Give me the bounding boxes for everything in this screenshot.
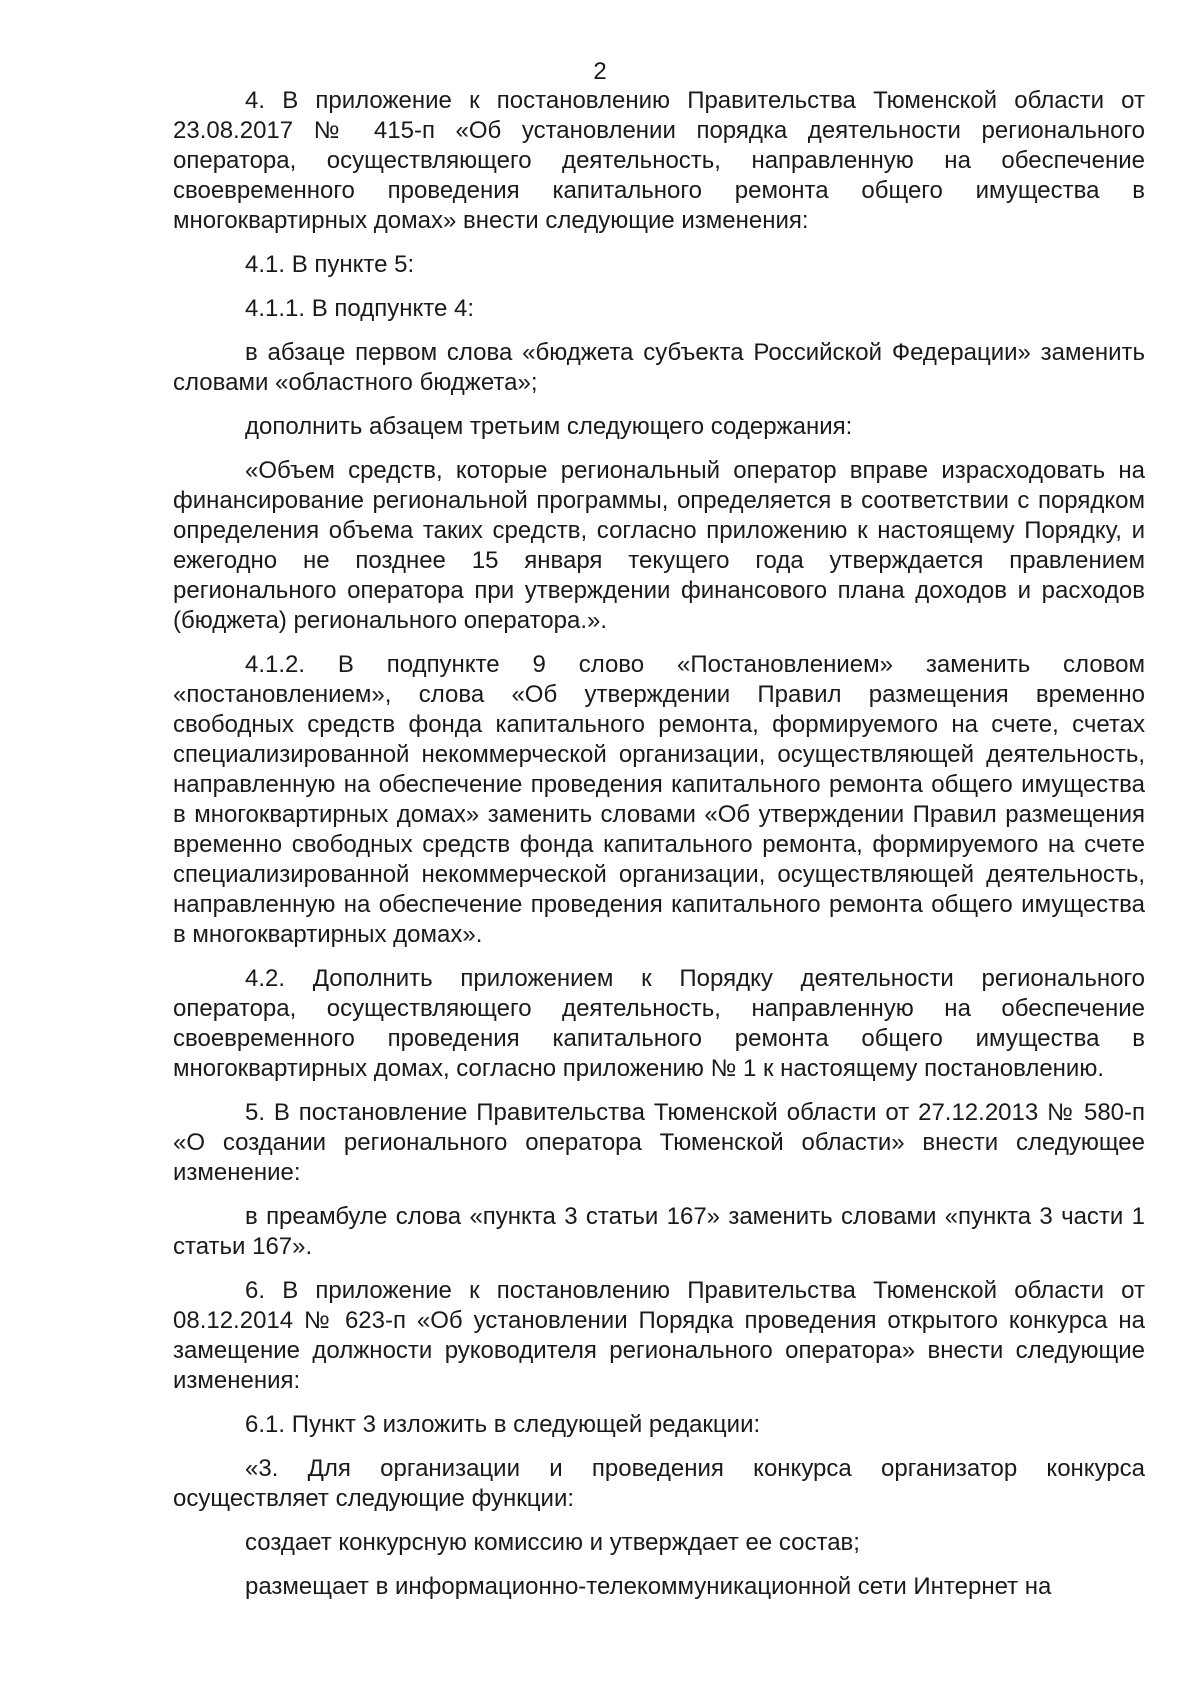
paragraph-quoted-item-3: «3. Для организации и проведения конкурса организатор конкурса осуществляет следующие функции:	[173, 1455, 1145, 1512]
paragraph-quoted-funding-text: «Объем средств, которые региональный оператор вправе израсходовать на финансирование региональной программы, определяется в соответствии с порядком определения объема таких средств, согласно приложению к настоящему Порядку, и ежегодно не позднее 15 января текущего года утверждается правлением регионального оператора при утверждении финансового плана доходов и расходов (бюджета) регионального оператора.».	[173, 457, 1145, 634]
paragraph-item-4-1-2: 4.1.2. В подпункте 9 слово «Постановлением» заменить словом «постановлением», слова «Об утверждении Правил размещения временно свободных средств фонда капитального ремонта, формируемого на счете, счетах специализированной некоммерческой организации, осуществляющей деятельность, направленную на обеспечение проведения капитального ремонта общего имущества в многоквартирных домах» заменить словами «Об утверждении Правил размещения временно свободных средств фонда капитального ремонта, формируемого на счете специализированной некоммерческой организации, осуществляющей деятельность, направленную на обеспечение проведения капитального ремонта общего имущества в многоквартирных домах».	[173, 651, 1145, 948]
paragraph-item-5: 5. В постановление Правительства Тюменской области от 27.12.2013 № 580-п «О создании регионального оператора Тюменской области» внести следующее изменение:	[173, 1099, 1145, 1186]
paragraph-amend-first-abzac: в абзаце первом слова «бюджета субъекта Российской Федерации» заменить словами «областного бюджета»;	[173, 339, 1145, 396]
paragraph-item-4-1-1: 4.1.1. В подпункте 4:	[245, 295, 474, 322]
paragraph-item-4-1: 4.1. В пункте 5:	[245, 251, 415, 278]
paragraph-item-6: 6. В приложение к постановлению Правительства Тюменской области от 08.12.2014 № 623-п «Об установлении Порядка проведения открытого конкурса на замещение должности руководителя регионального оператора» внести следующие изменения:	[173, 1277, 1145, 1394]
paragraph-add-third-abzac: дополнить абзацем третьим следующего содержания:	[245, 413, 853, 440]
paragraph-preamble-change: в преамбуле слова «пункта 3 статьи 167» заменить словами «пункта 3 части 1 статьи 167».	[173, 1203, 1145, 1260]
paragraph-create-commission: создает конкурсную комиссию и утверждает ее состав;	[245, 1529, 860, 1556]
paragraph-item-4-2: 4.2. Дополнить приложением к Порядку деятельности регионального оператора, осуществляющего деятельность, направленную на обеспечение своевременного проведения капитального ремонта общего имущества в многоквартирных домах, согласно приложению № 1 к настоящему постановлению.	[173, 965, 1145, 1082]
page-number: 2	[593, 58, 607, 85]
document-body	[173, 86, 1145, 1616]
paragraph-item-6-1: 6.1. Пункт 3 изложить в следующей редакции:	[245, 1411, 761, 1438]
paragraph-publishes-internet: размещает в информационно-телекоммуникационной сети Интернет на	[245, 1573, 1052, 1600]
paragraph-item-4: 4. В приложение к постановлению Правительства Тюменской области от 23.08.2017 № 415-п «Об установлении порядка деятельности регионального оператора, осуществляющего деятельность, направленную на обеспечение своевременного проведения капитального ремонта общего имущества в многоквартирных домах» внести следующие изменения:	[173, 87, 1145, 234]
